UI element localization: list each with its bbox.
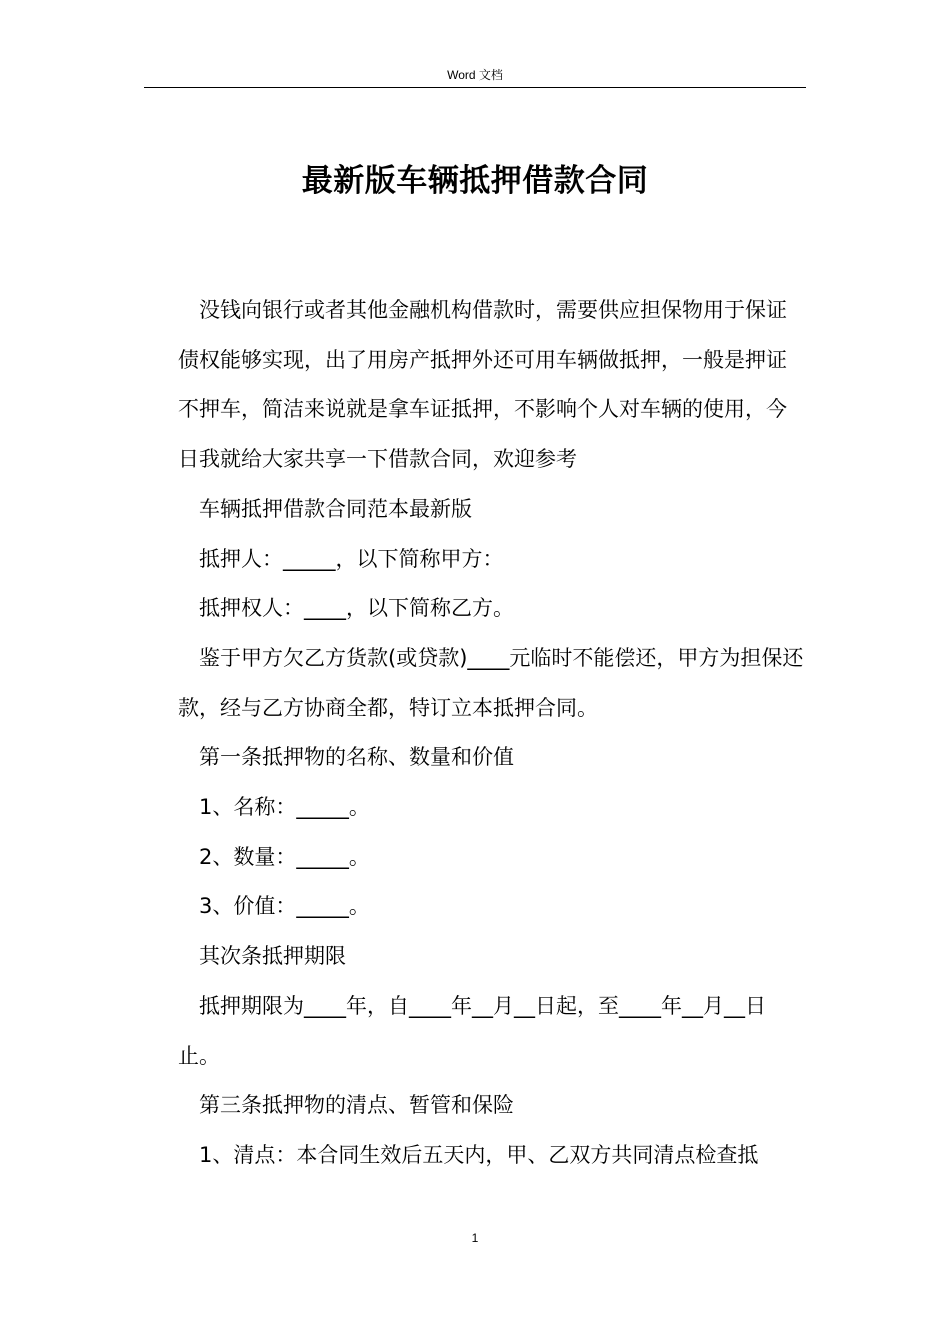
document-title: 最新版车辆抵押借款合同: [301, 163, 649, 199]
article-3-heading: 第三条抵押物的清点、暂管和保险: [199, 1093, 514, 1118]
article-1-heading: 第一条抵押物的名称、数量和价值: [199, 745, 514, 770]
article-1-item-value: 3、价值：_____。: [199, 894, 370, 919]
article-1-item-name: 1、名称：_____。: [199, 795, 370, 820]
article-2-term-paragraph: 抵押期限为____年，自____年__月__日起，至____年__月__日止。: [178, 993, 766, 1068]
contract-template-heading: 车辆抵押借款合同范本最新版: [199, 496, 472, 521]
recital-paragraph: 鉴于甲方欠乙方货款(或贷款)____元临时不能偿还，甲方为担保还款，经与乙方协商全都，特订立本抵押合同。: [178, 645, 804, 720]
article-1-item-quantity: 2、数量：_____。: [199, 844, 370, 869]
mortgagee-line: 抵押权人：____，以下简称乙方。: [199, 596, 514, 621]
header-divider: [144, 87, 806, 88]
mortgagor-line: 抵押人：_____，以下简称甲方：: [199, 546, 504, 571]
article-2-heading: 其次条抵押期限: [199, 944, 346, 969]
page-number: 1: [471, 1231, 479, 1245]
intro-paragraph: 没钱向银行或者其他金融机构借款时，需要供应担保物用于保证债权能够实现，出了用房产抵押外还可用车辆做抵押，一般是押证不押车，简洁来说就是拿车证抵押，不影响个人对车辆的使用，今日我就给大家共享一下借款合同，欢迎参考: [178, 298, 787, 472]
document-body: [178, 286, 806, 1181]
article-3-item-inventory: 1、清点：本合同生效后五天内，甲、乙双方共同清点检查抵: [199, 1142, 759, 1167]
page-header: Word 文档: [447, 68, 503, 82]
